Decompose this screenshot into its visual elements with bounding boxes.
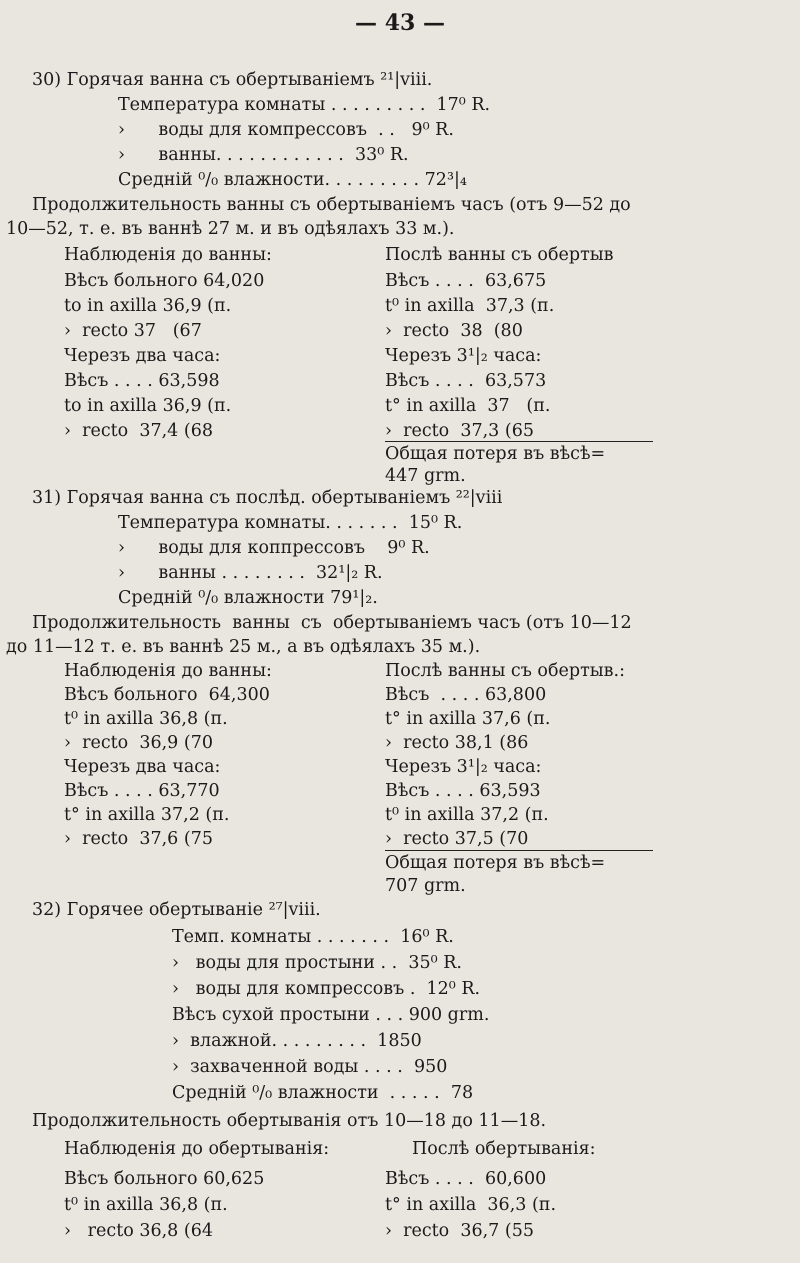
s32-compress-temp: › воды для компрессовъ . 12⁰ R. <box>172 979 481 999</box>
s32-before-weight: Вѣсъ больного 60,625 <box>64 1169 265 1189</box>
s31-after-heading: Послѣ ванны съ обертыв.: <box>385 661 625 681</box>
s30-compress-temp: › воды для компрессовъ . . 9⁰ R. <box>118 120 454 140</box>
s30-duration-line-1: Продолжительность ванны съ обертываніемъ часъ (отъ 9—52 до <box>32 195 631 215</box>
s30-before-heading: Наблюденія до ванны: <box>64 245 272 265</box>
s32-before-heading: Наблюденія до обертыванія: <box>64 1139 330 1159</box>
s31-total-rule <box>385 850 653 851</box>
s31-after-axilla: t° in axilla 37,6 (п. <box>385 709 551 729</box>
s31-after-later-recto: › recto 37,5 (70 <box>385 829 529 849</box>
s30-before-weight: Вѣсъ больного 64,020 <box>64 271 265 291</box>
s30-after-heading: Послѣ ванны съ обертыв <box>385 245 614 265</box>
s30-after-later-weight: Вѣсъ . . . . 63,573 <box>385 371 547 391</box>
section-32-title: 32) Горячее обертываніе ²⁷|viii. <box>32 900 321 920</box>
s30-before-later-recto: › recto 37,4 (68 <box>64 421 213 441</box>
s31-after-later-axilla: t⁰ in axilla 37,2 (п. <box>385 805 549 825</box>
s30-after-later-axilla: t° in axilla 37 (п. <box>385 396 551 416</box>
s32-wet-sheet-weight: › влажной. . . . . . . . . 1850 <box>172 1031 422 1051</box>
s32-absorbed-water: › захваченной воды . . . . 950 <box>172 1057 448 1077</box>
s31-duration-line-1: Продолжительность ванны съ обертываніемъ часъ (отъ 10—12 <box>32 613 632 633</box>
s31-before-later-heading: Черезъ два часа: <box>64 757 221 777</box>
s32-before-recto: › recto 36,8 (64 <box>64 1221 213 1241</box>
s31-before-axilla: t⁰ in axilla 36,8 (п. <box>64 709 228 729</box>
s30-after-axilla: t⁰ in axilla 37,3 (п. <box>385 296 555 316</box>
s32-after-weight: Вѣсъ . . . . 60,600 <box>385 1169 547 1189</box>
s31-bath-temp: › ванны . . . . . . . . 32¹|₂ R. <box>118 563 383 583</box>
s31-humidity: Средній ⁰/₀ влажности 79¹|₂. <box>118 588 378 608</box>
s31-after-weight: Вѣсъ . . . . 63,800 <box>385 685 547 705</box>
s32-after-heading: Послѣ обертыванія: <box>412 1139 596 1159</box>
s30-duration-line-2: 10—52, т. е. въ ваннѣ 27 м. и въ одѣялахъ 33 м.). <box>6 219 455 239</box>
s30-before-later-weight: Вѣсъ . . . . 63,598 <box>64 371 220 391</box>
s31-compress-temp: › воды для коппрессовъ 9⁰ R. <box>118 538 430 558</box>
s31-before-later-weight: Вѣсъ . . . . 63,770 <box>64 781 220 801</box>
s30-humidity: Средній ⁰/₀ влажности. . . . . . . . . 72³|₄ <box>118 170 467 190</box>
s31-after-later-heading: Черезъ 3¹|₂ часа: <box>385 757 542 777</box>
s32-duration: Продолжительность обертыванія отъ 10—18 до 11—18. <box>32 1111 547 1131</box>
s31-before-heading: Наблюденія до ванны: <box>64 661 272 681</box>
s30-total-loss-value: 447 grm. <box>385 466 466 486</box>
s30-room-temp: Температура комнаты . . . . . . . . . 17⁰ R. <box>118 95 491 115</box>
s32-humidity: Средній ⁰/₀ влажности . . . . . 78 <box>172 1083 474 1103</box>
s30-total-loss-label: Общая потеря въ вѣсѣ= <box>385 444 606 464</box>
s30-after-recto: › recto 38 (80 <box>385 321 523 341</box>
s30-bath-temp: › ванны. . . . . . . . . . . . 33⁰ R. <box>118 145 409 165</box>
s30-after-later-heading: Черезъ 3¹|₂ часа: <box>385 346 542 366</box>
s30-after-weight: Вѣсъ . . . . 63,675 <box>385 271 547 291</box>
s31-before-later-recto: › recto 37,6 (75 <box>64 829 213 849</box>
s30-before-recto: › recto 37 (67 <box>64 321 202 341</box>
s30-after-later-recto: › recto 37,3 (65 <box>385 421 534 441</box>
s31-total-loss-value: 707 grm. <box>385 876 466 896</box>
s31-after-later-weight: Вѣсъ . . . . 63,593 <box>385 781 541 801</box>
s32-before-axilla: t⁰ in axilla 36,8 (п. <box>64 1195 228 1215</box>
s32-dry-sheet-weight: Вѣсъ сухой простыни . . . 900 grm. <box>172 1005 490 1025</box>
s31-before-weight: Вѣсъ больного 64,300 <box>64 685 270 705</box>
page-number: — 43 — <box>355 10 445 36</box>
s31-total-loss-label: Общая потеря въ вѣсѣ= <box>385 853 606 873</box>
s32-after-axilla: t° in axilla 36,3 (п. <box>385 1195 557 1215</box>
section-30-title: 30) Горячая ванна съ обертываніемъ ²¹|viii. <box>32 70 433 90</box>
s30-total-rule <box>385 441 653 442</box>
s30-before-later-axilla: to in axilla 36,9 (п. <box>64 396 232 416</box>
s32-sheet-water-temp: › воды для простыни . . 35⁰ R. <box>172 953 462 973</box>
s31-before-recto: › recto 36,9 (70 <box>64 733 213 753</box>
s32-after-recto: › recto 36,7 (55 <box>385 1221 534 1241</box>
s31-before-later-axilla: t° in axilla 37,2 (п. <box>64 805 230 825</box>
s31-after-recto: › recto 38,1 (86 <box>385 733 529 753</box>
s30-before-axilla: to in axilla 36,9 (п. <box>64 296 232 316</box>
section-31-title: 31) Горячая ванна съ послѣд. обертываніемъ ²²|viii <box>32 488 503 508</box>
s31-room-temp: Температура комнаты. . . . . . . 15⁰ R. <box>118 513 463 533</box>
s30-before-later-heading: Черезъ два часа: <box>64 346 221 366</box>
s32-room-temp: Темп. комнаты . . . . . . . 16⁰ R. <box>172 927 454 947</box>
s31-duration-line-2: до 11—12 т. е. въ ваннѣ 25 м., а въ одѣялахъ 35 м.). <box>6 637 481 657</box>
